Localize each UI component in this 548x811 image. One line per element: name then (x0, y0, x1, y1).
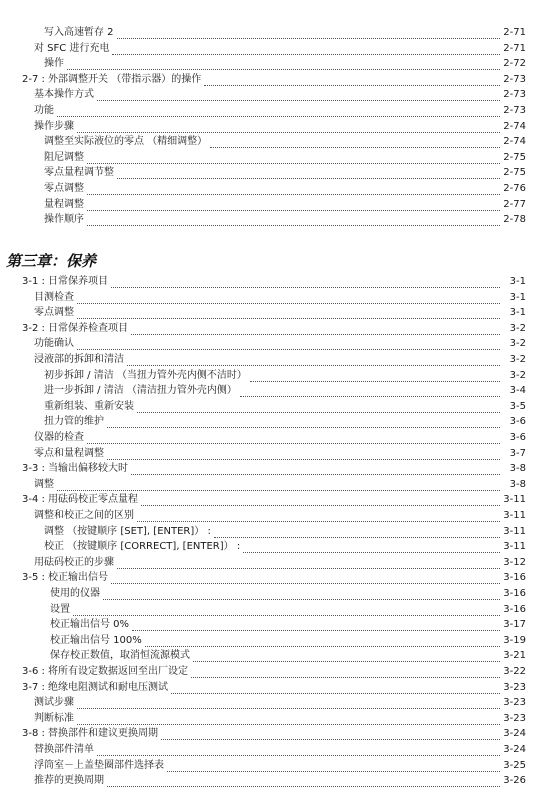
toc-entry-label: 功能确认 (34, 338, 74, 350)
toc-leader-dots (67, 68, 500, 70)
toc-leader-dots (87, 162, 500, 164)
toc-leader-dots (193, 660, 500, 662)
toc-leader-dots (167, 770, 500, 772)
toc-entry-page: 3-26 (503, 775, 526, 787)
toc-entry (0, 415, 548, 430)
toc-entry (0, 447, 548, 462)
toc-entry-label: 目测检查 (34, 291, 74, 303)
toc-entry-page: 3-23 (503, 697, 526, 709)
toc-entry-label: 仪器的检查 (34, 432, 84, 443)
toc-leader-dots (77, 707, 500, 709)
toc-leader-dots (214, 536, 500, 538)
toc-entry (0, 135, 548, 150)
toc-entry-label: 操作顺序 (44, 214, 84, 226)
toc-entry-page: 3-5 (509, 400, 526, 412)
toc-entry-label: 零点调整 (44, 183, 84, 194)
toc-entry (0, 291, 548, 306)
toc-entry (0, 104, 548, 119)
toc-leader-dots (243, 551, 500, 553)
toc-entry-page: 3-2 (509, 354, 526, 365)
toc-entry (0, 587, 548, 602)
toc-leader-dots (250, 380, 500, 382)
toc-entry-page: 2-76 (503, 183, 526, 194)
toc-entry-label: 进一步拆卸 / 清洁 （清洁扭力管外壳内侧） (44, 385, 237, 397)
toc-entry-label: 操作 (44, 58, 64, 70)
toc-leader-dots (111, 582, 500, 584)
toc-entry-page: 2-74 (503, 120, 526, 132)
toc-entry (0, 774, 548, 789)
toc-entry-label: 推荐的更换周期 (34, 775, 104, 787)
toc-entry (0, 665, 548, 680)
toc-leader-dots (112, 53, 500, 55)
toc-leader-dots (57, 115, 500, 117)
toc-entry (0, 556, 548, 571)
toc-entry (0, 649, 548, 664)
toc-entry (0, 634, 548, 649)
toc-entry (0, 353, 548, 368)
toc-entry-page: 3-19 (503, 634, 526, 646)
toc-entry (0, 42, 548, 57)
toc-entry (0, 73, 548, 88)
toc-entry-label: 校正输出信号 0% (50, 619, 130, 631)
toc-entry-page: 3-2 (509, 338, 526, 350)
toc-entry-page: 2-71 (503, 42, 526, 54)
toc-entry-label: 使用的仪器 (50, 588, 100, 599)
toc-leader-dots (161, 738, 500, 740)
toc-entry-label: 校正 （按键顺序 [CORRECT], [ENTER]） : (44, 541, 241, 553)
toc-entry (0, 727, 548, 742)
toc-entry-page: 3-8 (509, 463, 526, 475)
toc-entry-label: 量程调整 (44, 198, 84, 210)
toc-entry-page: 3-6 (509, 432, 526, 443)
toc-entry-page: 3-1 (509, 291, 526, 303)
toc-leader-dots (87, 209, 500, 211)
toc-entry-page: 3-17 (503, 619, 526, 631)
toc-leader-dots (131, 333, 500, 335)
toc-entry-page: 3-23 (503, 681, 526, 693)
toc-entry-label: 校正输出信号 100% (50, 634, 142, 646)
toc-entry-label: 浸液部的拆卸和清洁 (34, 354, 124, 365)
toc-entry-label: 3-4 : 用砝码校正零点量程 (22, 494, 139, 506)
toc-entry-page: 3-12 (503, 556, 526, 568)
toc-leader-dots (131, 473, 500, 475)
toc-entry (0, 431, 548, 446)
toc-leader-dots (117, 177, 500, 179)
toc-entry-label: 设置 (50, 603, 70, 615)
toc-entry (0, 603, 548, 618)
toc-entry (0, 509, 548, 524)
toc-leader-dots (87, 224, 500, 226)
toc-leader-dots (77, 348, 500, 350)
toc-entry-label: 2-7 : 外部调整开关 （带指示器）的操作 (22, 73, 202, 85)
toc-entry-label: 替换部件清单 (34, 744, 94, 755)
toc-entry-page: 2-73 (503, 89, 526, 101)
toc-leader-dots (145, 645, 500, 647)
toc-leader-dots (87, 193, 500, 195)
toc-entry (0, 306, 548, 321)
toc-leader-dots (103, 598, 500, 600)
toc-entry-page: 3-1 (509, 276, 526, 287)
toc-leader-dots (240, 395, 500, 397)
toc-leader-dots (137, 411, 500, 413)
toc-entry (0, 400, 548, 415)
toc-entry (0, 198, 548, 213)
toc-entry-label: 3-6 : 将所有设定数据返回至出厂设定 (22, 666, 189, 677)
toc-entry (0, 712, 548, 727)
toc-entry-label: 阻尼调整 (44, 151, 84, 163)
toc-leader-dots (77, 302, 500, 304)
toc-entry-page: 3-24 (503, 728, 526, 740)
toc-entry (0, 337, 548, 352)
toc-entry (0, 618, 548, 633)
toc-entry-page: 3-8 (509, 478, 526, 490)
toc-leader-dots (127, 364, 500, 366)
toc-leader-dots (97, 754, 500, 756)
toc-entry-label: 初步拆卸 / 清洁 （当扭力管外壳内侧不洁时） (44, 369, 247, 381)
toc-entry-page: 2-74 (503, 136, 526, 148)
toc-entry (0, 571, 548, 586)
toc-entry (0, 493, 548, 508)
toc-leader-dots (141, 504, 500, 506)
toc-entry-page: 2-71 (503, 27, 526, 38)
toc-entry-page: 2-77 (503, 198, 526, 210)
toc-entry-label: 保存校正数值，取消恒流源模式 (50, 650, 190, 662)
toc-entry-page: 3-11 (503, 525, 526, 537)
toc-entry-page: 3-25 (503, 759, 526, 771)
toc-entry-label: 3-2 : 日常保养检查项目 (22, 322, 129, 334)
toc-entry (0, 26, 548, 41)
toc-entry-page: 3-11 (503, 510, 526, 521)
toc-leader-dots (87, 442, 500, 444)
toc-entry (0, 88, 548, 103)
toc-leader-dots (97, 99, 500, 101)
toc-entry-page: 3-16 (503, 588, 526, 599)
toc-leader-dots (57, 489, 500, 491)
toc-leader-dots (73, 614, 500, 616)
toc-entry-page: 2-73 (503, 105, 526, 116)
toc-entry-page: 3-2 (509, 322, 526, 334)
toc-entry-page: 3-2 (509, 369, 526, 381)
toc-entry (0, 743, 548, 758)
toc-entry-label: 3-8 : 替换部件和建议更换周期 (22, 728, 159, 740)
toc-entry (0, 696, 548, 711)
toc-entry (0, 120, 548, 135)
toc-entry-label: 调整 （按键顺序 [SET], [ENTER]） : (44, 525, 211, 537)
toc-entry-page: 2-78 (503, 214, 526, 226)
toc-entry-page: 3-11 (503, 541, 526, 553)
toc-entry (0, 182, 548, 197)
toc-leader-dots (111, 286, 500, 288)
toc-entry (0, 151, 548, 166)
toc-leader-dots (77, 723, 500, 725)
toc-leader-dots (117, 37, 500, 39)
toc-leader-dots (107, 458, 500, 460)
toc-entry (0, 681, 548, 696)
toc-leader-dots (107, 785, 500, 787)
toc-leader-dots (77, 317, 500, 319)
toc-entry-label: 零点和量程调整 (34, 447, 104, 459)
toc-leader-dots (204, 84, 500, 86)
toc-entry-page: 3-22 (503, 666, 526, 677)
toc-entry-page: 3-11 (503, 494, 526, 506)
toc-leader-dots (107, 426, 500, 428)
toc-entry-label: 用砝码校正的步骤 (34, 556, 114, 568)
toc-entry (0, 213, 548, 228)
toc-leader-dots (132, 629, 500, 631)
toc-entry-page: 2-73 (503, 73, 526, 85)
toc-entry-label: 重新组装、重新安装 (44, 400, 134, 412)
toc-entry-label: 功能 (34, 105, 54, 116)
toc-leader-dots (117, 567, 500, 569)
toc-entry-label: 调整至实际液位的零点 （精细调整） (44, 136, 208, 148)
toc-entry-page: 2-75 (503, 151, 526, 163)
toc-entry (0, 322, 548, 337)
toc-entry (0, 525, 548, 540)
toc-entry (0, 384, 548, 399)
toc-leader-dots (137, 520, 500, 522)
toc-entry-label: 浮筒室－上盖垫圈部件选择表 (34, 759, 164, 771)
toc-entry-page: 3-4 (509, 385, 526, 397)
toc-leader-dots (191, 676, 500, 678)
chapter-title: 第三章：保养 (6, 252, 97, 270)
toc-entry-label: 3-7 : 绝缘电阻测试和耐电压测试 (22, 681, 169, 693)
toc-entry-page: 3-24 (503, 744, 526, 755)
toc-entry-page: 3-16 (503, 572, 526, 584)
toc-entry-label: 测试步骤 (34, 697, 74, 709)
toc-entry-page: 3-16 (503, 603, 526, 615)
toc-entry-page: 2-72 (503, 58, 526, 70)
toc-entry-page: 3-23 (503, 712, 526, 724)
toc-entry-label: 写入高速暂存 2 (44, 27, 114, 38)
toc-entry-page: 3-6 (509, 416, 526, 428)
toc-entry-label: 调整 (34, 478, 54, 490)
toc-entry (0, 462, 548, 477)
toc-entry-page: 3-21 (503, 650, 526, 662)
toc-entry-label: 零点调整 (34, 307, 74, 319)
toc-entry (0, 166, 548, 181)
toc-entry-label: 基本操作方式 (34, 89, 94, 101)
toc-entry-label: 扭力管的维护 (44, 416, 104, 428)
toc-entry-label: 零点量程调节整 (44, 167, 114, 179)
toc-entry-page: 3-7 (509, 447, 526, 459)
toc-entry (0, 275, 548, 290)
toc-entry (0, 57, 548, 72)
toc-entry-page: 2-75 (503, 167, 526, 179)
toc-entry-label: 对 SFC 进行充电 (34, 42, 110, 54)
toc-entry-label: 操作步骤 (34, 120, 74, 132)
toc-entry-label: 调整和校正之间的区别 (34, 510, 134, 521)
toc-leader-dots (171, 692, 500, 694)
toc-entry-label: 3-1 : 日常保养项目 (22, 276, 109, 287)
toc-entry-label: 3-3 : 当输出偏移较大时 (22, 463, 129, 475)
toc-entry-label: 判断标准 (34, 712, 74, 724)
toc-entry-label: 3-5 : 校正输出信号 (22, 572, 109, 584)
toc-entry-page: 3-1 (509, 307, 526, 319)
toc-entry (0, 369, 548, 384)
toc-entry (0, 478, 548, 493)
toc-leader-dots (210, 146, 500, 148)
toc-entry (0, 759, 548, 774)
toc-entry (0, 540, 548, 555)
toc-leader-dots (77, 131, 500, 133)
